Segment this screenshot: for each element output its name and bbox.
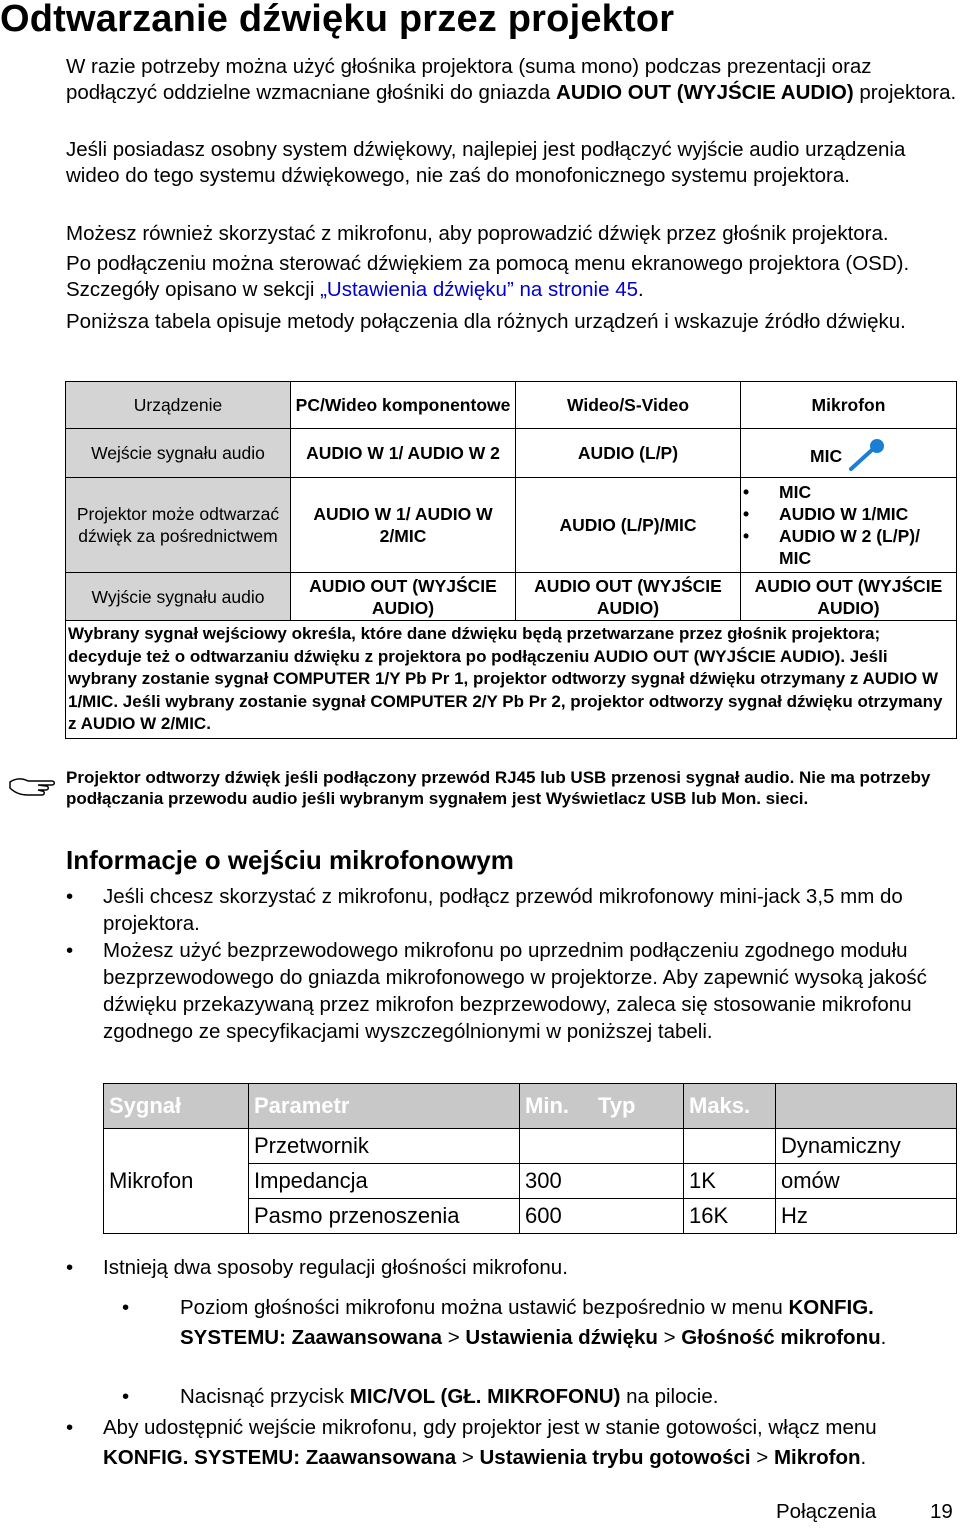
mic-source-list (743, 481, 954, 569)
cell-input-video: AUDIO (L/P) (516, 429, 741, 478)
memo-note: Projektor odtworzy dźwięk jeśli podłączony przewód RJ45 lub USB przenosi sygnał audio. Nie ma potrzeby podłączania przewodu audio jeśli wybranym sygnałem jest Wyświetlacz USB lub Mon. sieci. (66, 768, 931, 808)
intro-paragraph-4: Po podłączeniu można sterować dźwiękiem za pomocą menu ekranowego projektora (OSD). Szczegóły opisano w sekcji „Ustawienia dźwięku” na stronie 45. (66, 252, 910, 301)
sub-bullet-item: • Nacisnąć przycisk MIC/VOL (GŁ. MIKROFONU) na pilocie. (122, 1385, 719, 1408)
cell-input-pc: AUDIO W 1/ AUDIO W 2 (291, 429, 516, 478)
col-header-max: Maks. (684, 1084, 776, 1129)
cell-play-video: AUDIO (L/P)/MIC (516, 478, 741, 573)
bullet-dot: • (122, 1385, 130, 1408)
cell-max: 1K (684, 1164, 776, 1199)
table-row (104, 1129, 957, 1164)
page-number: 19 (930, 1500, 953, 1523)
bullet-dot: • (66, 885, 74, 908)
note-hand-icon (8, 772, 62, 798)
table-row (66, 382, 957, 429)
col-header-typ: Typ (593, 1084, 684, 1129)
bullet-dot: • (66, 939, 74, 962)
row-header-input: Wejście sygnału audio (66, 429, 291, 478)
bullet-item: • Jeśli chcesz skorzystać z mikrofonu, podłącz przewód mikrofonowy mini-jack 3,5 mm do projektora. (66, 885, 903, 935)
connection-table (65, 381, 957, 739)
page-title: Odtwarzanie dźwięku przez projektor (0, 0, 675, 40)
table-header-row (104, 1084, 957, 1129)
list-item: • MIC (743, 481, 954, 503)
bullet-item: • Możesz użyć bezprzewodowego mikrofonu po uprzednim podłączeniu zgodnego modułu bezprzewodowego do gniazda mikrofonowego w projektorze. Aby zapewnić wysoką jakość dźwięku przekazywaną przez mikrofon bezprzewodowy, zaleca się stosowanie mikrofonu zgodnego ze specyfikacjami wyszczególnionymi w poniższej tabeli. (66, 939, 927, 1043)
cell-param: Impedancja (249, 1164, 520, 1199)
audio-out-term: AUDIO OUT (WYJŚCIE AUDIO) (556, 81, 854, 104)
cell-device-mic: Mikrofon (741, 382, 957, 429)
cell-input-mic: MIC (741, 429, 957, 478)
cell-unit: omów (776, 1164, 957, 1199)
table-row (66, 573, 957, 621)
col-header-signal: Sygnał (104, 1084, 249, 1129)
row-header-output: Wyjście sygnału audio (66, 573, 291, 621)
table-row (66, 621, 957, 739)
cell-min: 300 (520, 1164, 684, 1199)
cell-device-video: Wideo/S-Video (516, 382, 741, 429)
cell-max (684, 1129, 776, 1164)
cell-param: Przetwornik (249, 1129, 520, 1164)
table-row (66, 429, 957, 478)
cell-output-pc: AUDIO OUT (WYJŚCIE AUDIO) (291, 573, 516, 621)
bullet-dot: • (66, 1256, 74, 1279)
cell-device-pc: PC/Wideo komponentowe (291, 382, 516, 429)
footer-section: Połączenia (776, 1500, 877, 1523)
sub-bullet-item: • Poziom głośności mikrofonu można ustawić bezpośrednio w menu KONFIG. SYSTEMU: Zaawansowana > Ustawienia dźwięku > Głośność mikrofonu. (180, 1293, 950, 1353)
col-header-unit (776, 1084, 957, 1129)
table-note: Wybrany sygnał wejściowy określa, które dane dźwięku będą przetwarzane przez głośnik projektora; decyduje też o odtwarzaniu dźwięku z projektora po podłączeniu AUDIO OUT (WYJŚCIE AUDIO). Jeśli wybrany zostanie sygnał COMPUTER 1/Y Pb Pr 1, projektor odtworzy sygnał dźwięku otrzymany z AUDIO W 1/MIC. Jeśli wybrany zostanie sygnał COMPUTER 2/Y Pb Pr 2, projektor odtworzy sygnał dźwięku otrzymany z AUDIO W 2/MIC. (66, 621, 957, 739)
intro-paragraph-1: W razie potrzeby można użyć głośnika projektora (suma mono) podczas prezentacji oraz podłączyć oddzielne wzmacniane głośniki do gniazda AUDIO OUT (WYJŚCIE AUDIO) projektora. (66, 55, 957, 104)
intro-paragraph-5: Poniższa tabela opisuje metody połączenia dla różnych urządzeń i wskazuje źródło dźwięku. (66, 310, 906, 333)
bullet-dot: • (122, 1296, 130, 1319)
bullet-dot: • (66, 1416, 74, 1439)
cell-output-mic: AUDIO OUT (WYJŚCIE AUDIO) (741, 573, 957, 621)
cell-param: Pasmo przenoszenia (249, 1199, 520, 1234)
bullet-item: • Istnieją dwa sposoby regulacji głośności mikrofonu. (66, 1256, 568, 1279)
col-header-min: Min. (520, 1084, 594, 1129)
bullet-item: • Aby udostępnić wejście mikrofonu, gdy projektor jest w stanie gotowości, włącz menu KONFIG. SYSTEMU: Zaawansowana > Ustawienia trybu gotowości > Mikrofon. (103, 1413, 953, 1473)
list-item: • AUDIO W 1/MIC (743, 503, 954, 525)
settings-link[interactable]: „Ustawienia dźwięku” na stronie 45 (320, 278, 638, 301)
cell-play-pc: AUDIO W 1/ AUDIO W 2/MIC (291, 478, 516, 573)
cell-max: 16K (684, 1199, 776, 1234)
intro-paragraph-2: Jeśli posiadasz osobny system dźwiękowy, najlepiej jest podłączyć wyjście audio urządzenia wideo do tego systemu dźwiękowego, nie zaś do monofonicznego systemu projektora. (66, 138, 906, 187)
cell-unit: Hz (776, 1199, 957, 1234)
section-heading: Informacje o wejściu mikrofonowym (66, 845, 514, 875)
cell-play-mic (741, 478, 957, 573)
cell-signal: Mikrofon (104, 1129, 249, 1234)
cell-min (520, 1129, 684, 1164)
cell-unit: Dynamiczny (776, 1129, 957, 1164)
mic-spec-table (103, 1083, 957, 1234)
row-header-playback: Projektor może odtwarzać dźwięk za pośrednictwem (66, 478, 291, 573)
table-row (66, 478, 957, 573)
row-header-device: Urządzenie (66, 382, 291, 429)
intro-paragraph-3: Możesz również skorzystać z mikrofonu, aby poprowadzić dźwięk przez głośnik projektora. (66, 222, 889, 245)
microphone-icon (847, 437, 887, 473)
list-item: • AUDIO W 2 (L/P)/ MIC (743, 525, 954, 569)
cell-output-video: AUDIO OUT (WYJŚCIE AUDIO) (516, 573, 741, 621)
col-header-param: Parametr (249, 1084, 520, 1129)
cell-min: 600 (520, 1199, 684, 1234)
